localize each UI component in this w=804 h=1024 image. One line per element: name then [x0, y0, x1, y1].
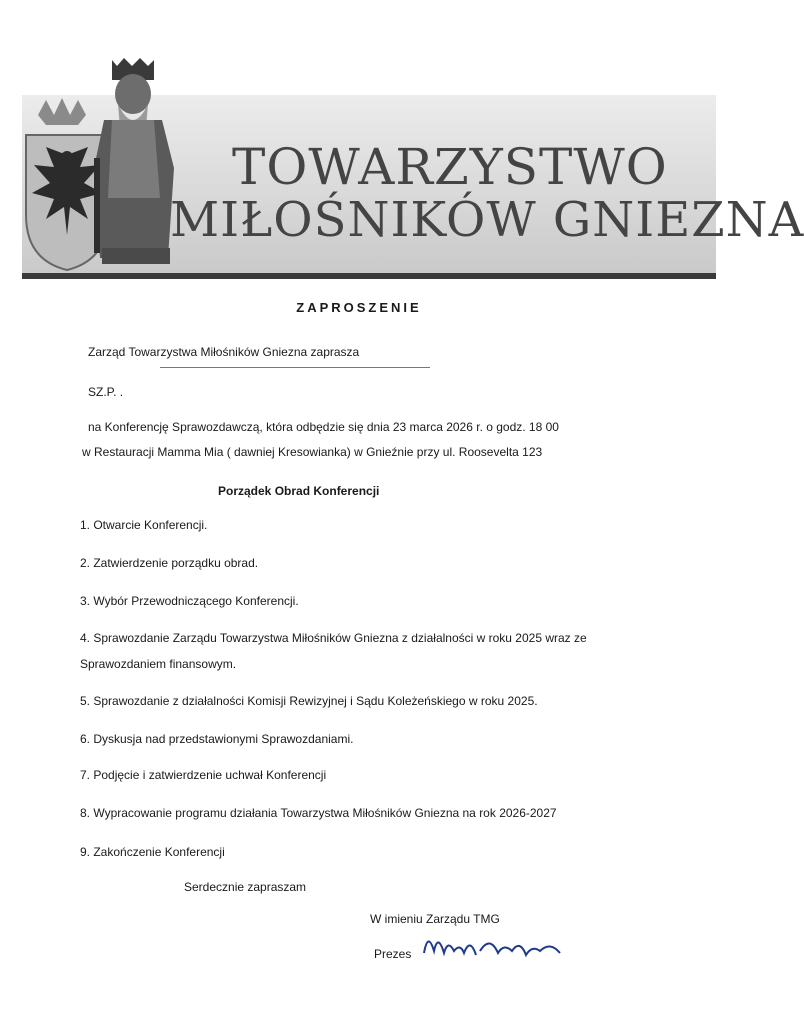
- role-label: Prezes: [374, 947, 412, 961]
- agenda-item: 8. Wypracowanie programu działania Towarzystwa Miłośników Gniezna na rok 2026-2027: [80, 806, 557, 820]
- organization-title-line2: MIŁOŚNIKÓW GNIEZNA: [170, 192, 804, 248]
- invitation-line1: na Konferencję Sprawozdawczą, która odbędzie się dnia 23 marca 2026 r. o godz. 18 00: [88, 420, 559, 434]
- agenda-item: 5. Sprawozdanie z działalności Komisji Rewizyjnej i Sądu Koleżeńskiego w roku 2025.: [80, 694, 538, 708]
- agenda-item: 1. Otwarcie Konferencji.: [80, 518, 208, 532]
- agenda-item-continuation: Sprawozdaniem finansowym.: [80, 657, 237, 671]
- agenda-title: Porządek Obrad Konferencji: [218, 484, 380, 498]
- closing-text: Serdecznie zapraszam: [184, 880, 307, 894]
- salutation: SZ.P. .: [88, 385, 124, 399]
- agenda-item: 9. Zakończenie Konferencji: [80, 845, 225, 859]
- invitation-line2: w Restauracji Mamma Mia ( dawniej Kresowianka) w Gnieźnie przy ul. Roosevelta 123: [82, 445, 543, 459]
- organization-title-line1: TOWARZYSTWO: [232, 138, 668, 196]
- agenda-item: 6. Dyskusja nad przedstawionymi Sprawozdaniami.: [80, 732, 354, 746]
- agenda-item: 3. Wybór Przewodniczącego Konferencji.: [80, 594, 299, 608]
- intro-underline: [160, 367, 430, 368]
- agenda-item: 7. Podjęcie i zatwierdzenie uchwał Konferencji: [80, 768, 327, 782]
- intro-text: Zarząd Towarzystwa Miłośników Gniezna zaprasza: [88, 345, 360, 359]
- agenda-item: 4. Sprawozdanie Zarządu Towarzystwa Miłośników Gniezna z działalności w roku 2025 wraz ze: [80, 631, 587, 645]
- document-heading: ZAPROSZENIE: [296, 300, 422, 315]
- handwritten-signature: [420, 925, 570, 970]
- agenda-item: 2. Zatwierdzenie porządku obrad.: [80, 556, 259, 570]
- header-rule: [22, 273, 716, 279]
- on-behalf-text: W imieniu Zarządu TMG: [370, 912, 500, 926]
